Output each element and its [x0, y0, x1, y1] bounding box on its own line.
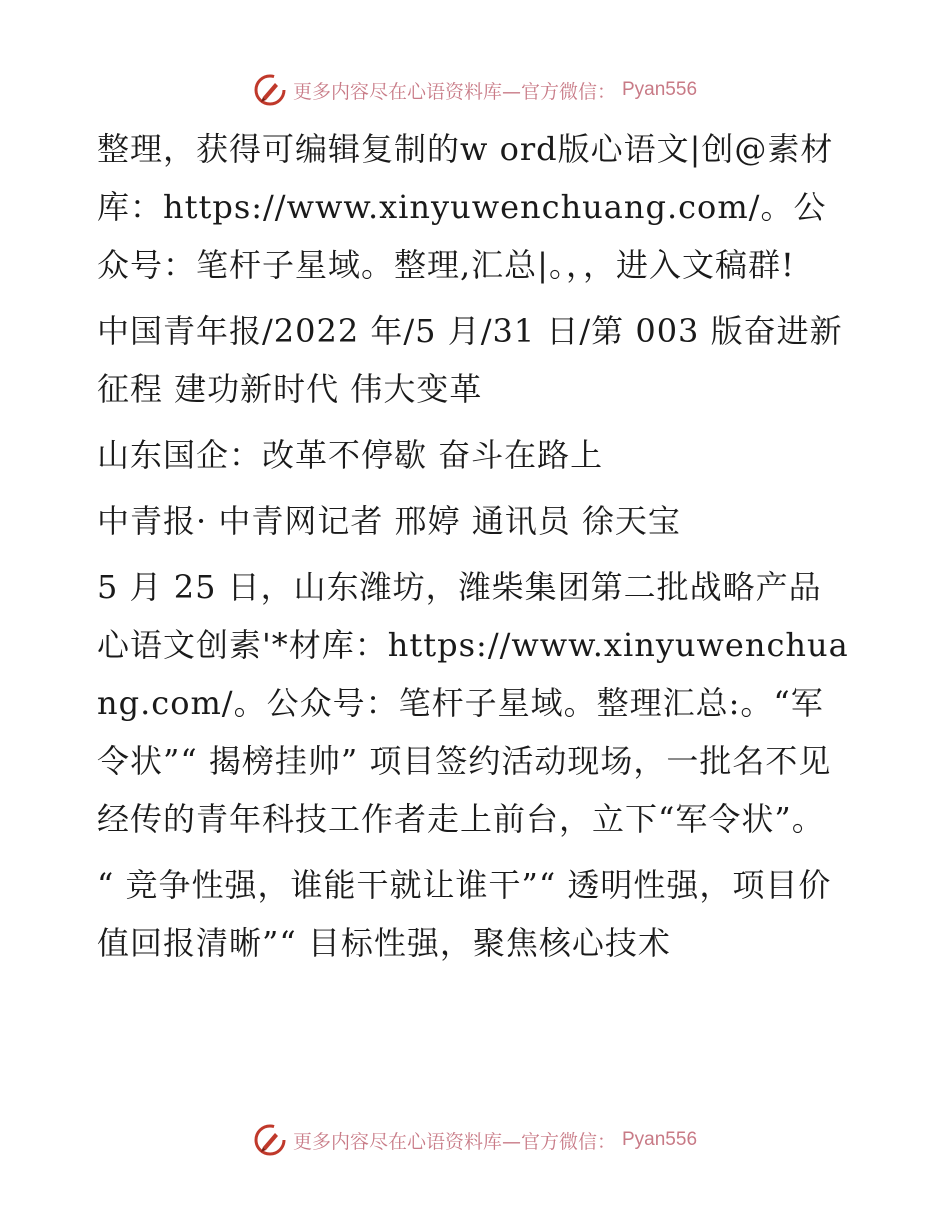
banner-content [253, 1123, 697, 1157]
paragraph-2: 中国青年报/2022 年/5 月/31 日/第 003 版奋进新征程 建功新时代 伟大变革 [97, 312, 843, 408]
banner-content [253, 73, 697, 107]
paragraph-6: “ 竞争性强，谁能干就让谁干”“ 透明性强，项目价值回报清晰”“ 目标性强，聚焦核心技术 [97, 866, 832, 962]
header-banner [0, 70, 950, 110]
banner-handle: Pyan556 [622, 79, 698, 100]
document-body [97, 120, 853, 980]
pen-circle-logo-icon [253, 1123, 287, 1157]
banner-text: 更多内容尽在心语资料库—官方微信： [292, 1130, 616, 1153]
paragraph-3: 山东国企：改革不停歇 奋斗在路上 [97, 436, 604, 474]
paragraph-1: 整理，获得可编辑复制的w ord版心语文|创@素材库：https://www.xinyuwenchuang.com/。公众号：笔杆子星域。整理,汇总|。，，进入文稿群! [97, 130, 834, 284]
paragraph-5: 5 月 25 日，山东潍坊，潍柴集团第二批战略产品心语文创素'*材库：https://www.xinyuwenchuang.com/。公众号：笔杆子星域。整理汇总:。“军令状”“ 揭榜挂帅” 项目签约活动现场，一批名不见经传的青年科技工作者走上前台，立下“军令状”。 [97, 568, 849, 838]
pen-circle-logo-icon [253, 73, 287, 107]
banner-handle: Pyan556 [622, 1129, 698, 1150]
paragraph-4: 中青报· 中青网记者 邢婷 通讯员 徐天宝 [97, 502, 681, 540]
banner-text: 更多内容尽在心语资料库—官方微信： [292, 80, 616, 103]
footer-banner [0, 1120, 950, 1160]
